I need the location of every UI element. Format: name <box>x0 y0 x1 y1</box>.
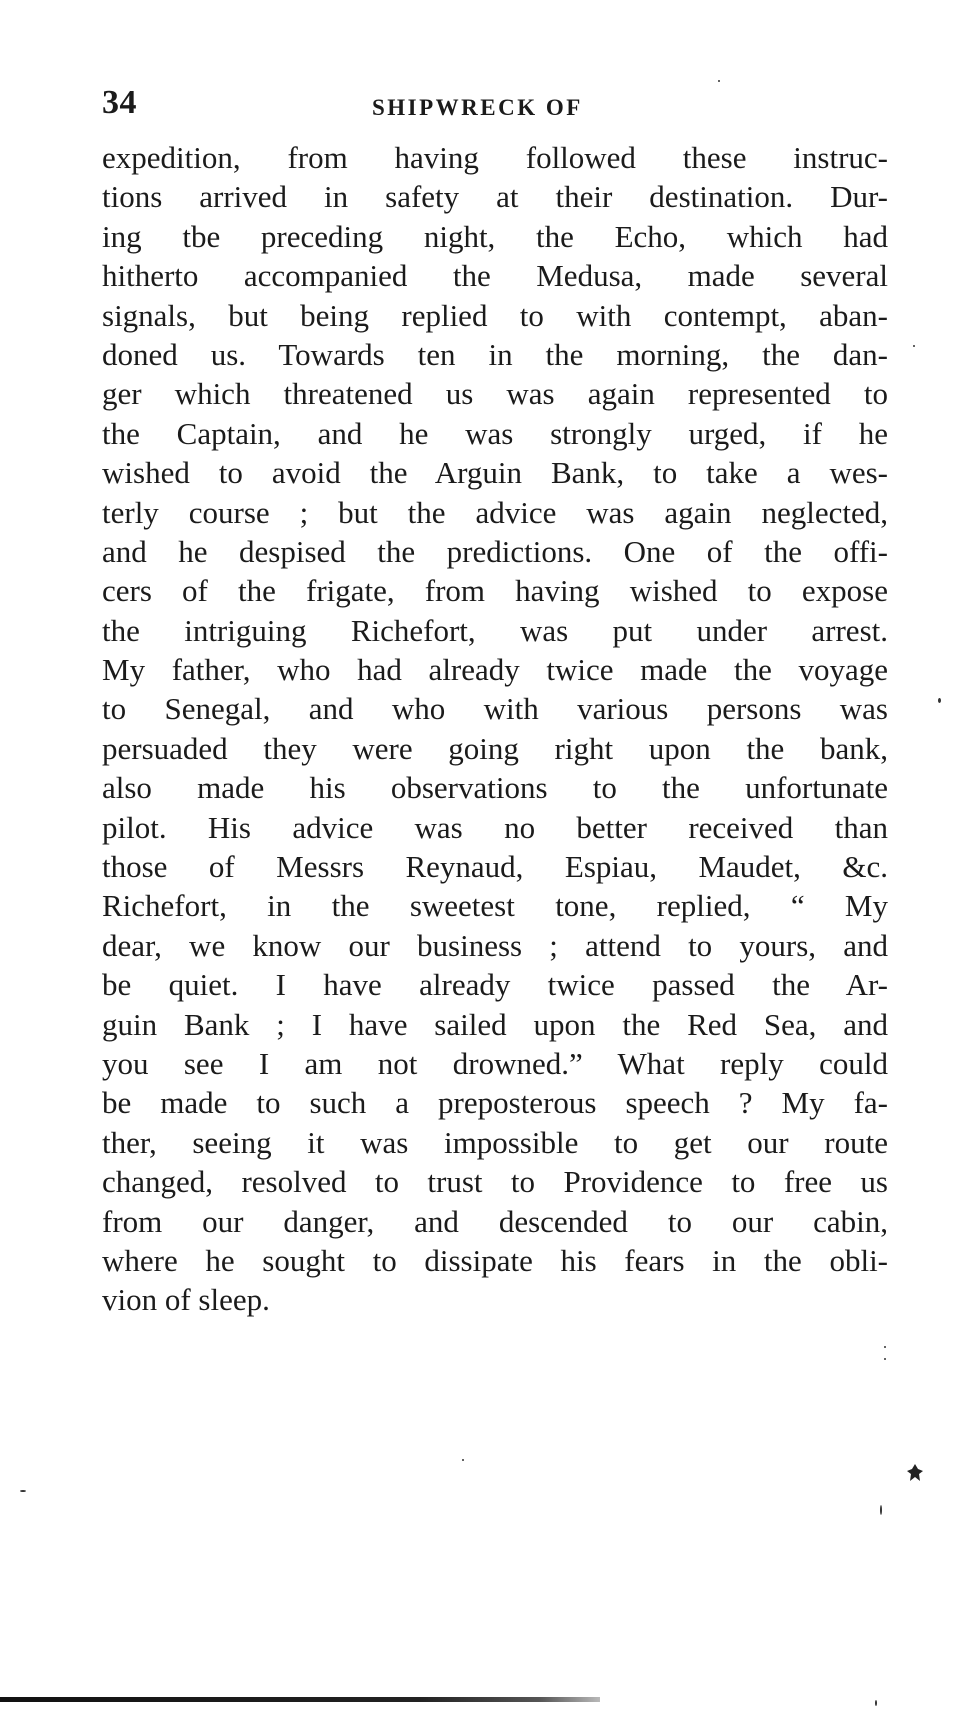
page-edge-shadow <box>0 1697 600 1702</box>
text-line: and he despised the predictions. One of the offi- <box>102 533 888 569</box>
text-line: guin Bank ; I have sailed upon the Red Sea, and <box>102 1006 888 1042</box>
text-line: persuaded they were going right upon the bank, <box>102 730 888 766</box>
scan-speck <box>884 1346 886 1348</box>
text-line: expedition, from having followed these instruc- <box>102 140 888 175</box>
running-head <box>100 80 890 130</box>
scan-speck <box>875 1700 877 1706</box>
text-line: the intriguing Richefort, was put under arrest. <box>102 612 888 648</box>
text-line: My father, who had already twice made the voyage <box>102 652 888 688</box>
text-line: dear, we know our business ; attend to yours, and <box>102 927 888 963</box>
scan-speck <box>20 1490 26 1492</box>
scan-speck <box>462 1459 464 1461</box>
text-line: be made to such a preposterous speech ? My fa- <box>102 1085 888 1121</box>
text-line: where he sought to dissipate his fears in the obli- <box>102 1242 888 1278</box>
text-line: the Captain, and he was strongly urged, if he <box>102 415 888 451</box>
text-line: pilot. His advice was no better received than <box>102 809 888 845</box>
text-line: Richefort, in the sweetest tone, replied, “ My <box>102 888 888 924</box>
scan-speck <box>718 80 720 82</box>
scan-speck <box>880 1505 882 1515</box>
text-line: you see I am not drowned.” What reply could <box>102 1045 888 1081</box>
scan-speck <box>884 1358 886 1360</box>
text-line: signals, but being replied to with contempt, aban- <box>102 297 888 333</box>
text-line: from our danger, and descended to our cabin, <box>102 1203 888 1239</box>
text-line: hitherto accompanied the Medusa, made several <box>102 258 888 294</box>
text-line: those of Messrs Reynaud, Espiau, Maudet, &c. <box>102 849 888 885</box>
text-line: to Senegal, and who with various persons was <box>102 691 888 727</box>
text-line: ger which threatened us was again represented to <box>102 376 888 412</box>
text-line: wished to avoid the Arguin Bank, to take a wes- <box>102 455 888 491</box>
running-title: SHIPWRECK OF <box>372 95 583 120</box>
text-line-last: vion of sleep. <box>102 1282 270 1318</box>
body-text <box>102 138 888 1320</box>
text-line: also made his observations to the unfortunate <box>102 770 888 806</box>
text-line: tions arrived in safety at their destination. Dur- <box>102 179 888 215</box>
text-line: cers of the frigate, from having wished to expose <box>102 573 888 609</box>
text-line: changed, resolved to trust to Providence to free us <box>102 1164 888 1200</box>
page-number: 34 <box>102 84 137 121</box>
scan-speck <box>913 345 915 347</box>
text-line: be quiet. I have already twice passed the Ar- <box>102 967 888 1003</box>
ink-blot <box>907 1464 923 1482</box>
text-line: doned us. Towards ten in the morning, the dan- <box>102 336 888 372</box>
text-line: terly course ; but the advice was again neglected, <box>102 494 888 530</box>
scan-speck <box>938 698 941 703</box>
text-line: ing tbe preceding night, the Echo, which had <box>102 218 888 254</box>
text-line: ther, seeing it was impossible to get our route <box>102 1124 888 1160</box>
